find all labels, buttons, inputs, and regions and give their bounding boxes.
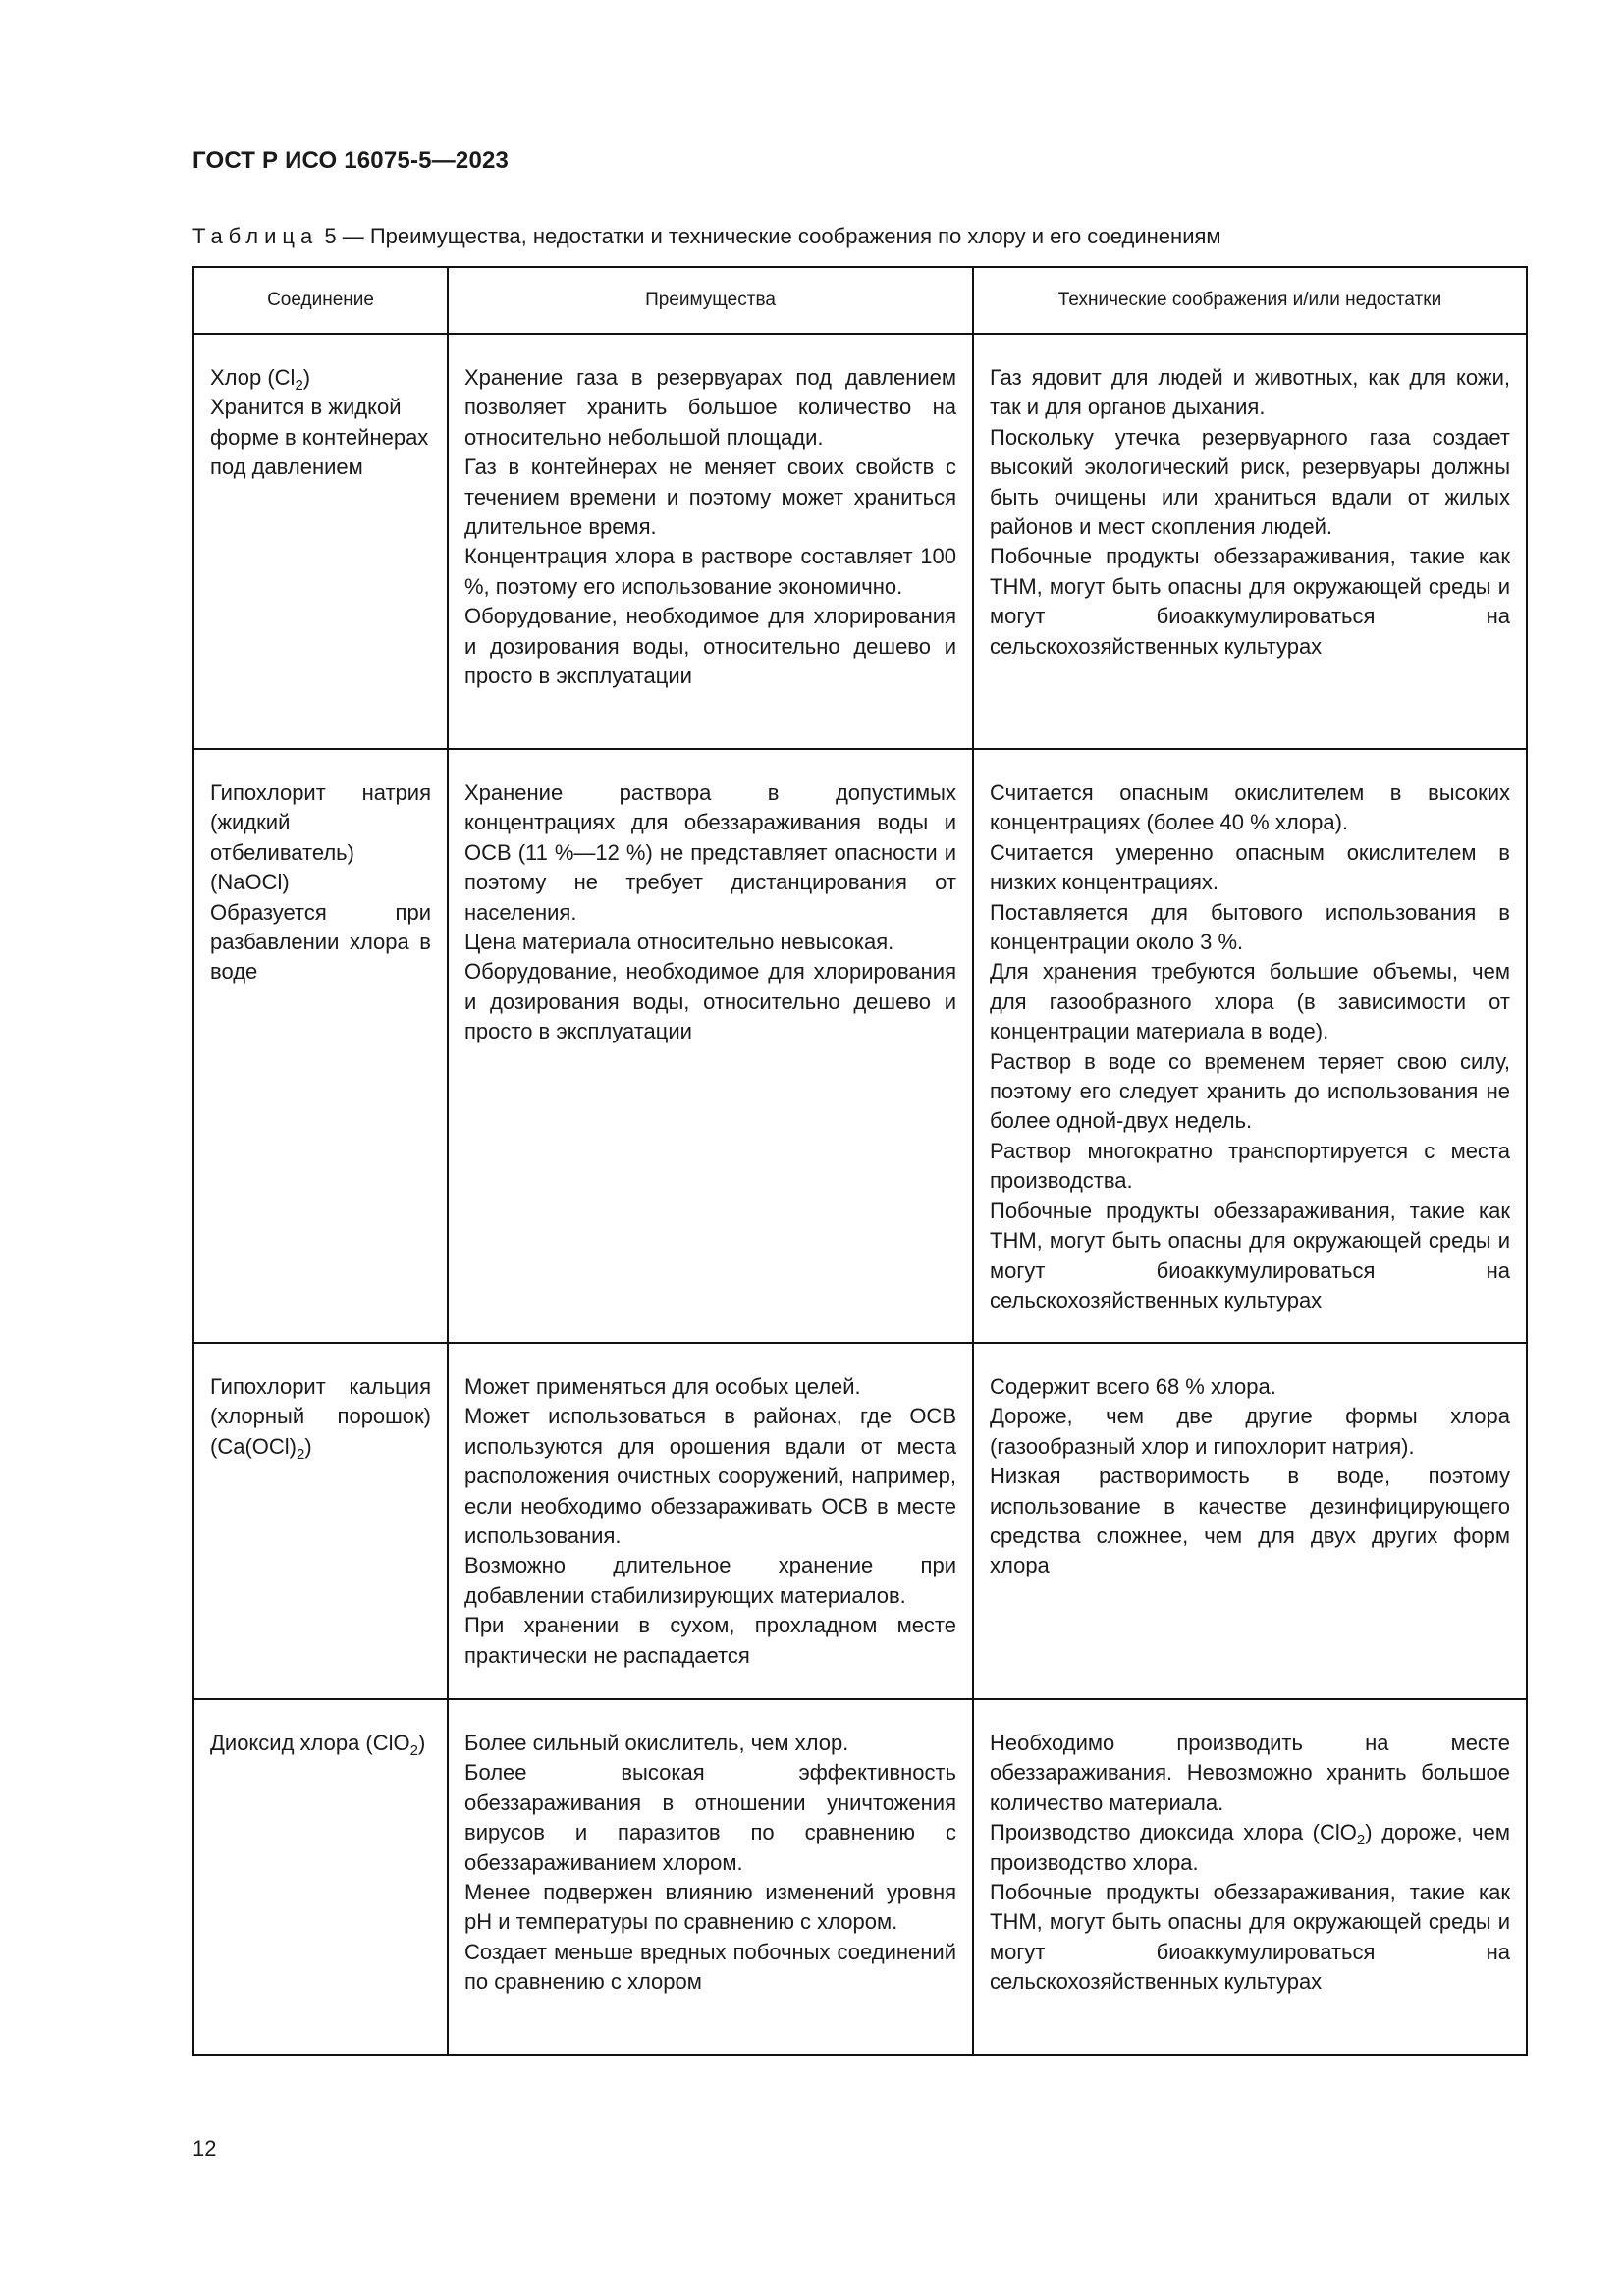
advantage-item: Хранение газа в резервуарах под давлением позволяет хранить большое количество на относительно небольшой площади. — [464, 365, 956, 450]
consideration-item: Дороже, чем две другие формы хлора (газообразный хлор и гипохлорит натрия). — [990, 1404, 1510, 1459]
compound-cell — [193, 1343, 448, 1699]
consideration-item: Для хранения требуются большие объемы, чем для газообразного хлора (в зависимости от концентрации материала в воде). — [990, 959, 1510, 1044]
compound-name: Хлор $(Cl_2)$ — [210, 365, 311, 394]
table-row — [193, 1343, 1527, 1699]
header-considerations: Технические соображения и/или недостатки — [973, 267, 1527, 334]
table-caption-prefix: Таблица — [192, 224, 319, 248]
advantage-item: Более высокая эффективность обеззараживания в отношении уничтожения вирусов и паразитов по сравнению с обеззараживанием хлором. — [464, 1760, 956, 1875]
considerations-cell — [973, 1699, 1527, 2055]
chlorine-compounds-table — [192, 266, 1528, 2056]
table-caption — [192, 224, 1221, 249]
consideration-item: Считается умеренно опасным окислителем в низких концентрациях. — [990, 839, 1510, 895]
compound-name: Гипохлорит кальция (хлорный порошок) $(Ca(OCl)_2)$ — [210, 1374, 431, 1463]
consideration-item: Раствор в воде со временем теряет свою силу, поэтому его следует хранить до использования не более одной-двух недель. — [990, 1048, 1510, 1134]
advantage-item: Оборудование, необходимое для хлорирования и дозирования воды, относительно дешево и просто в эксплуатации — [464, 604, 956, 689]
considerations-cell — [973, 749, 1527, 1343]
compound-cell — [193, 334, 448, 749]
compound-name: Гипохлорит натрия (жидкий отбеливатель) (NaOCl) — [210, 780, 431, 895]
considerations-cell — [973, 334, 1527, 749]
advantage-item: Возможно длительное хранение при добавлении стабилизирующих материалов. — [464, 1553, 956, 1608]
table-row — [193, 1699, 1527, 2055]
advantages-cell — [448, 1343, 973, 1699]
advantage-item: Может применяться для особых целей. — [464, 1374, 861, 1399]
compound-note: Хранится в жидкой форме в контейнерах под давлением — [210, 395, 429, 480]
consideration-item: Необходимо производить на месте обеззараживания. Невозможно хранить большое количество материала. — [990, 1731, 1510, 1815]
advantage-item: Цена материала относительно невысокая. — [464, 930, 894, 955]
advantage-item: Более сильный окислитель, чем хлор. — [464, 1731, 849, 1755]
consideration-item: Поскольку утечка резервуарного газа создает высокий экологический риск, резервуары должны быть очищены или храниться вдали от жилых районов и мест скопления людей. — [990, 424, 1510, 540]
table-caption-text: 5 — Преимущества, недостатки и технические соображения по хлору и его соединениям — [318, 224, 1221, 248]
advantages-cell — [448, 334, 973, 749]
consideration-item: Считается опасным окислителем в высоких концентрациях (более 40 % хлора). — [990, 780, 1510, 835]
advantage-item: Может использоваться в районах, где ОСВ используются для орошения вдали от места расположения очистных сооружений, например, если необходимо обеззараживать ОСВ в месте использования. — [464, 1404, 956, 1549]
compound-note: Образуется при разбавлении хлора в воде — [210, 899, 431, 985]
advantage-item: Менее подвержен влиянию изменений уровня рН и температуры по сравнению с хлором. — [464, 1880, 956, 1935]
advantages-cell — [448, 1699, 973, 2055]
compound-cell — [193, 749, 448, 1343]
compound-cell — [193, 1699, 448, 2055]
header-advantages: Преимущества — [448, 267, 973, 334]
advantage-item: Оборудование, необходимое для хлорирования и дозирования воды, относительно дешево и просто в эксплуатации — [464, 959, 956, 1044]
consideration-item: Раствор многократно транспортируется с места производства. — [990, 1138, 1510, 1194]
consideration-item: Побочные продукты обеззараживания, такие как ТНМ, могут быть опасны для окружающей среды и могут биоаккумулироваться на сельскохозяйственных культурах — [990, 1198, 1510, 1312]
advantage-item: Газ в контейнерах не меняет своих свойств с течением времени и поэтому может храниться длительное время. — [464, 454, 956, 540]
table-header-row — [193, 267, 1527, 334]
header-compound: Соединение — [193, 267, 448, 334]
advantage-item: Хранение раствора в допустимых концентрациях для обеззараживания воды и ОСВ (11 %—12 %) не представляет опасности и поэтому не требует дистанцирования от населения. — [464, 780, 956, 925]
document-id: ГОСТ Р ИСО 16075-5—2023 — [192, 147, 510, 174]
table-row — [193, 334, 1527, 749]
advantage-item: Концентрация хлора в растворе составляет 100 %, поэтому его использование экономично. — [464, 544, 956, 599]
consideration-item: Низкая растворимость в воде, поэтому использование в качестве дезинфицирующего средства сложнее, чем для двух других форм хлора — [990, 1464, 1510, 1578]
consideration-item: Поставляется для бытового использования в концентрации около 3 %. — [990, 899, 1510, 955]
page-number: 12 — [192, 2136, 217, 2161]
consideration-item: Побочные продукты обеззараживания, такие как ТНМ, могут быть опасны для окружающей среды и могут биоаккумулироваться на сельскохозяйственных культурах — [990, 1880, 1510, 1995]
consideration-item: Содержит всего 68 % хлора. — [990, 1374, 1276, 1399]
consideration-item: Производство диоксида хлора (ClO$_2$) дороже, чем производство хлора. — [990, 1820, 1510, 1875]
table-row — [193, 749, 1527, 1343]
advantage-item: Создает меньше вредных побочных соединений по сравнению с хлором — [464, 1939, 956, 1995]
compound-name: Диоксид хлора (ClO$_2$) — [210, 1731, 426, 1759]
consideration-item: Побочные продукты обеззараживания, такие как ТНМ, могут быть опасны для окружающей среды и могут биоаккумулироваться на сельскохозяйственных культурах — [990, 544, 1510, 659]
advantage-item: При хранении в сухом, прохладном месте практически не распадается — [464, 1613, 956, 1668]
consideration-item: Газ ядовит для людей и животных, как для кожи, так и для органов дыхания. — [990, 365, 1510, 420]
advantages-cell — [448, 749, 973, 1343]
considerations-cell — [973, 1343, 1527, 1699]
